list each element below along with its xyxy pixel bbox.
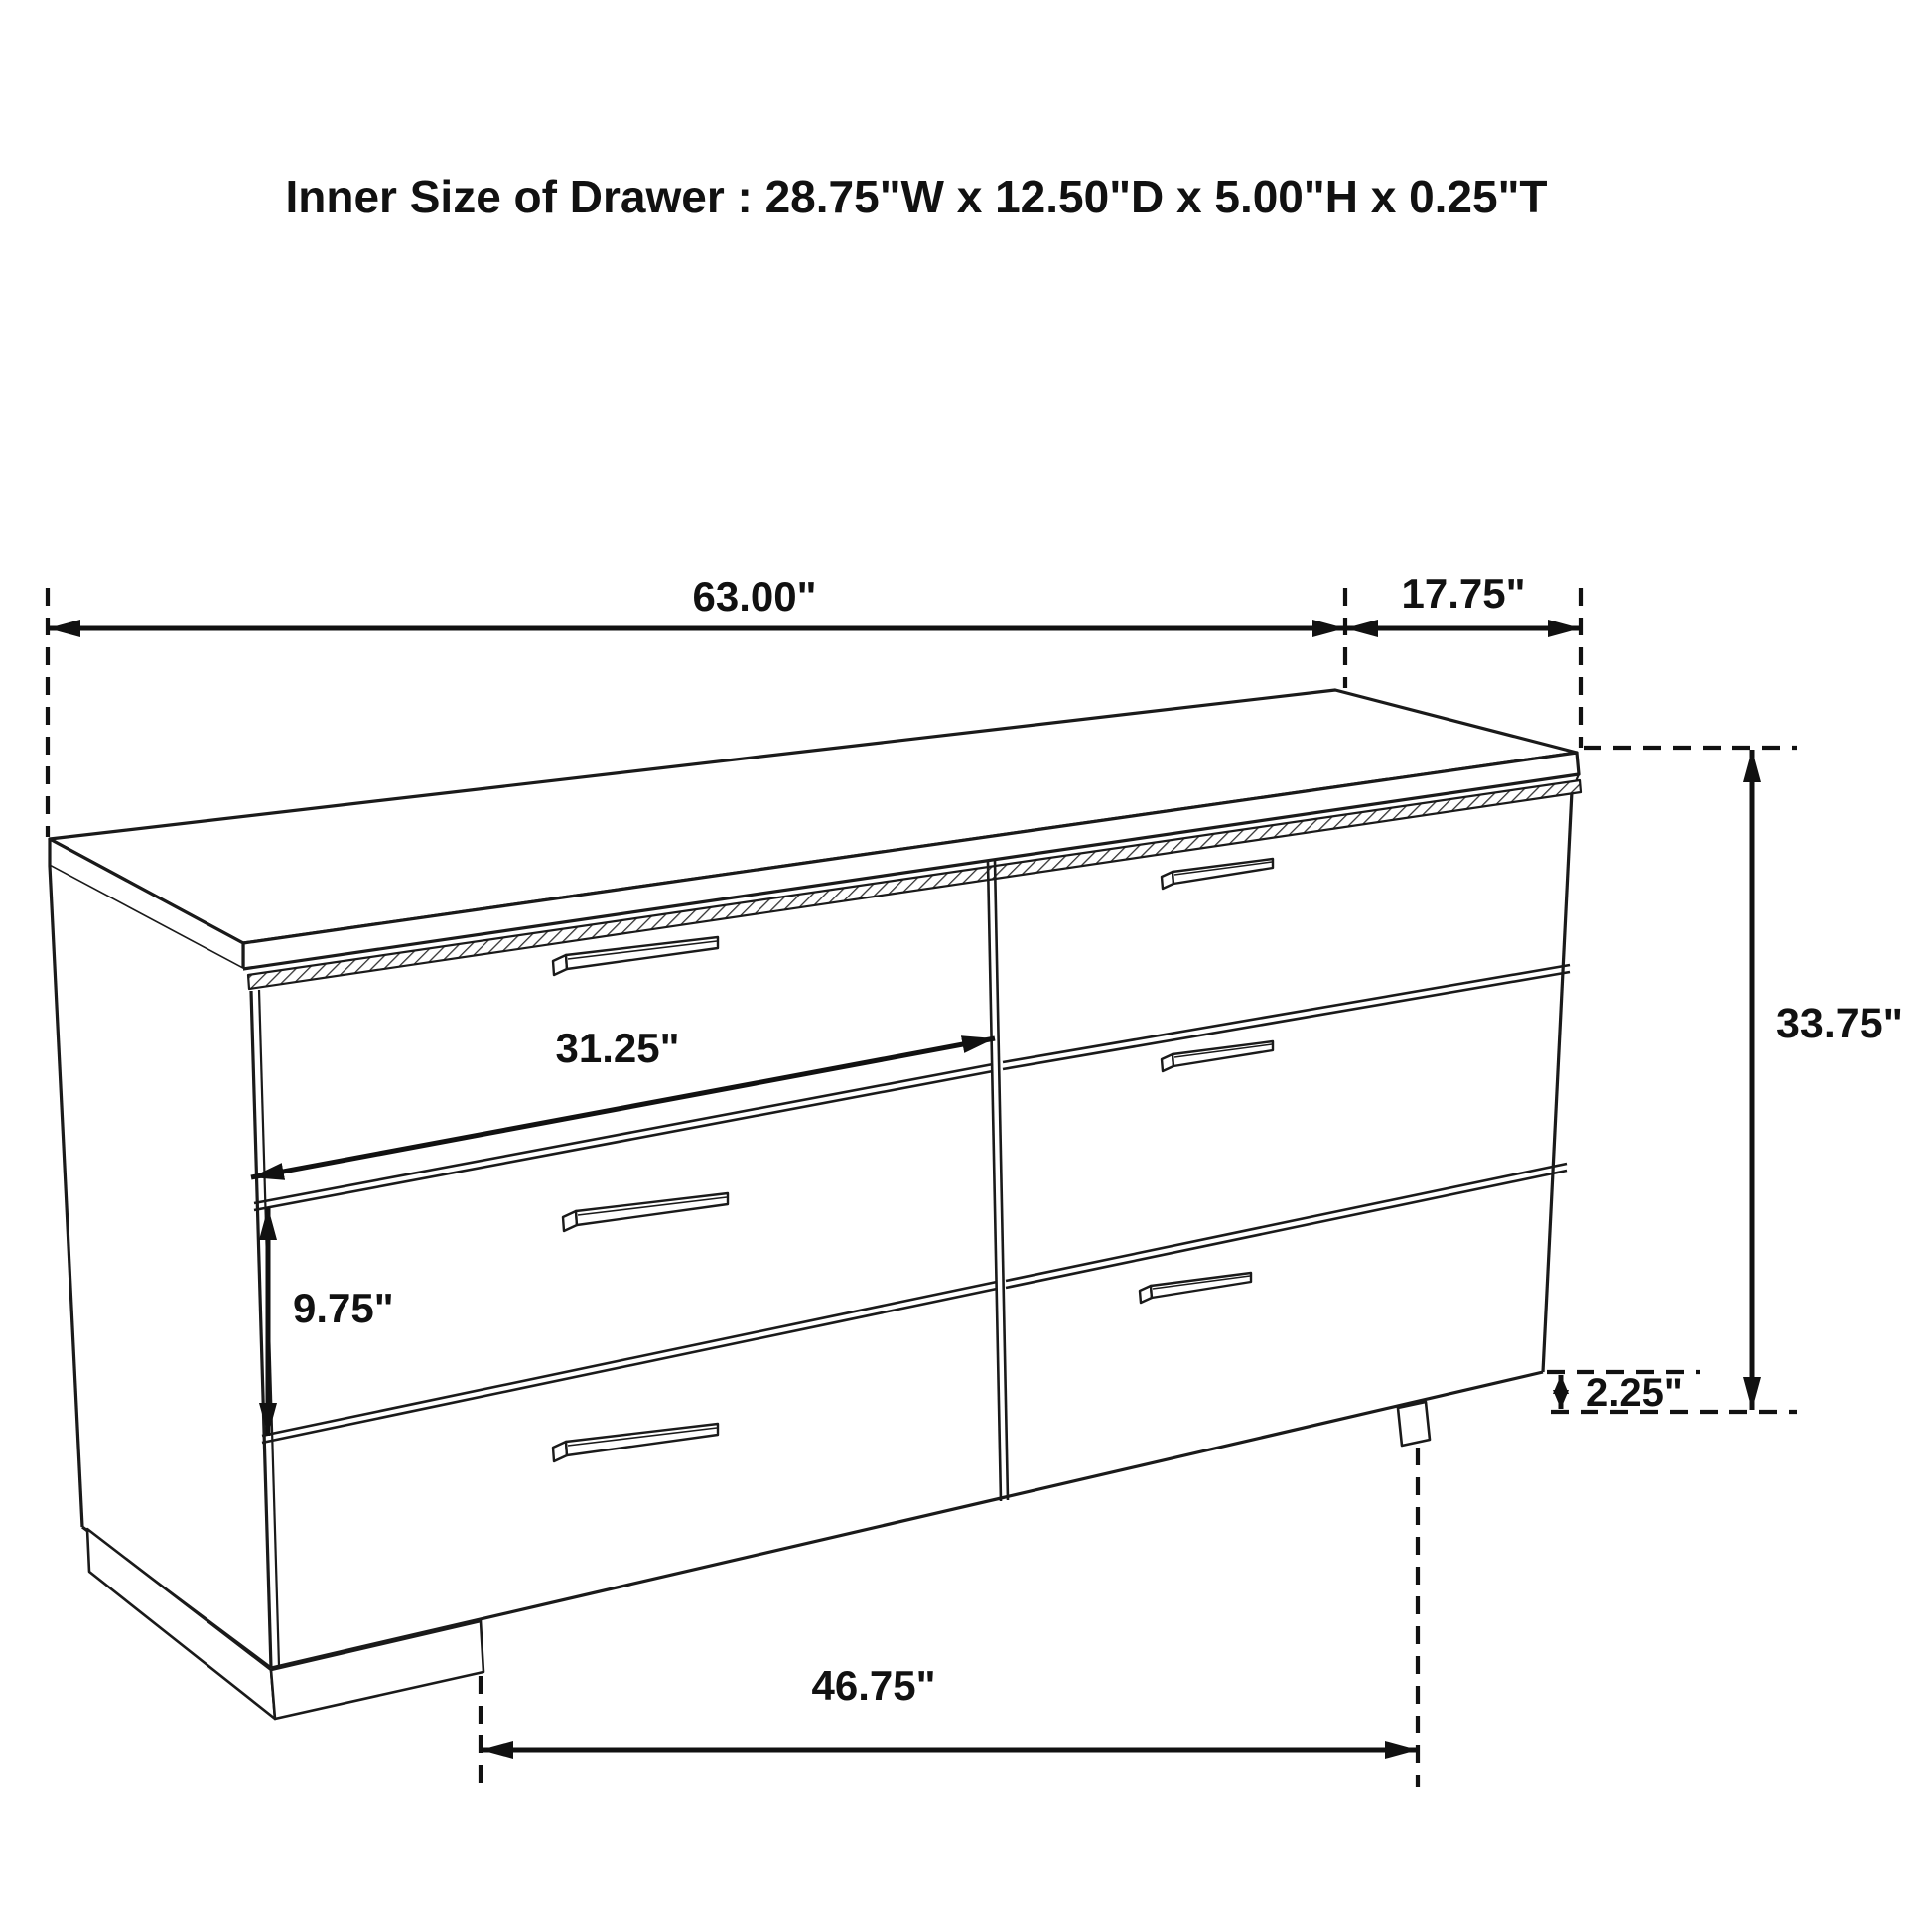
- label-drawer-height: 9.75": [293, 1285, 394, 1331]
- diagram-title: Inner Size of Drawer : 28.75"W x 12.50"D x 5.00"H x 0.25"T: [285, 171, 1548, 222]
- label-drawer-width: 31.25": [555, 1025, 680, 1071]
- label-leg-span: 46.75": [811, 1662, 936, 1709]
- label-overall-height: 33.75": [1776, 1000, 1903, 1047]
- dresser-left-panel: [50, 866, 271, 1668]
- right-leg: [1398, 1402, 1430, 1446]
- dresser-body: [50, 690, 1581, 1719]
- label-top-width: 63.00": [692, 573, 817, 620]
- label-leg-height: 2.25": [1587, 1371, 1683, 1415]
- label-top-depth: 17.75": [1401, 570, 1526, 617]
